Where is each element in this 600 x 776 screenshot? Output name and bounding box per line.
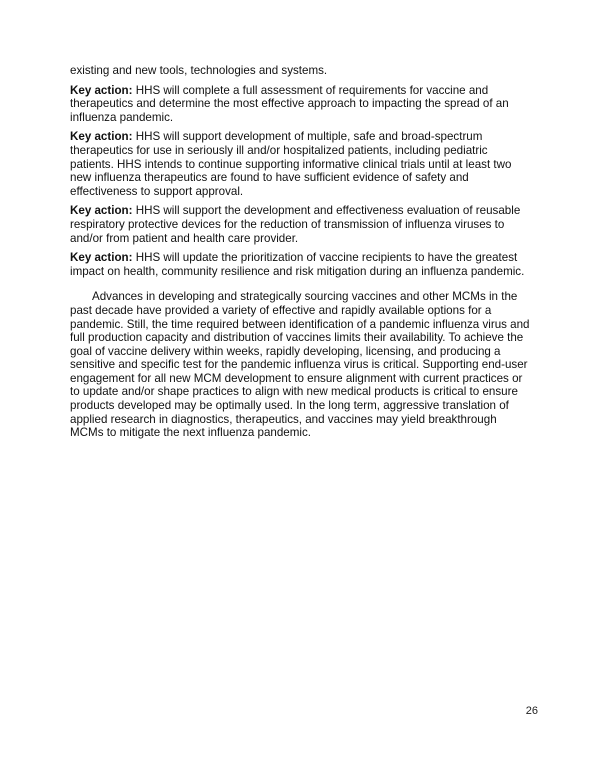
key-action-label: Key action:	[70, 204, 133, 218]
key-action-paragraph	[70, 84, 532, 125]
key-action-text: HHS will update the prioritization of vaccine recipients to have the greatest impact on health, community resilience and risk mitigation during an influenza pandemic.	[70, 251, 525, 278]
page-number: 26	[525, 705, 538, 717]
key-action-label: Key action:	[70, 83, 133, 97]
key-action-text: HHS will support the development and effectiveness evaluation of reusable respiratory protective devices for the reduction of transmission of influenza viruses to and/or from patient and health care provider.	[70, 204, 521, 245]
key-action-text: HHS will complete a full assessment of requirements for vaccine and therapeutics and determine the most effective approach to impacting the spread of an influenza pandemic.	[70, 83, 509, 124]
key-action-paragraph	[70, 251, 532, 278]
key-action-label: Key action:	[70, 251, 133, 265]
page-body	[70, 64, 532, 446]
key-action-paragraph	[70, 204, 532, 245]
key-action-paragraph	[70, 130, 532, 198]
key-action-text: HHS will support development of multiple, safe and broad-spectrum therapeutics for use in seriously ill and/or hospitalized patients, including pediatric patients. HHS intends to continue supporting informative clinical trials until at least two new influenza therapeutics are found to have sufficient evidence of safety and effectiveness to support approval.	[70, 130, 512, 198]
key-action-label: Key action:	[70, 130, 133, 144]
continuation-text: existing and new tools, technologies and systems.	[70, 64, 328, 77]
closing-paragraph: Advances in developing and strategically sourcing vaccines and other MCMs in the past decade have provided a variety of effective and rapidly available options for a pandemic. Still, the time required between identification of a pandemic influenza virus and full production capacity and distribution of vaccines limits their availability. To achieve the goal of vaccine delivery within weeks, rapidly developing, licensing, and producing a sensitive and specific test for the pandemic influenza virus is critical. Supporting end-user engagement for all new MCM development to ensure alignment with current practices or to update and/or shape practices to align with new medical products is critical to ensure products developed may be optimally used. In the long term, aggressive translation of applied research in diagnostics, therapeutics, and vaccines may yield breakthrough MCMs to mitigate the next influenza pandemic.	[70, 290, 530, 440]
